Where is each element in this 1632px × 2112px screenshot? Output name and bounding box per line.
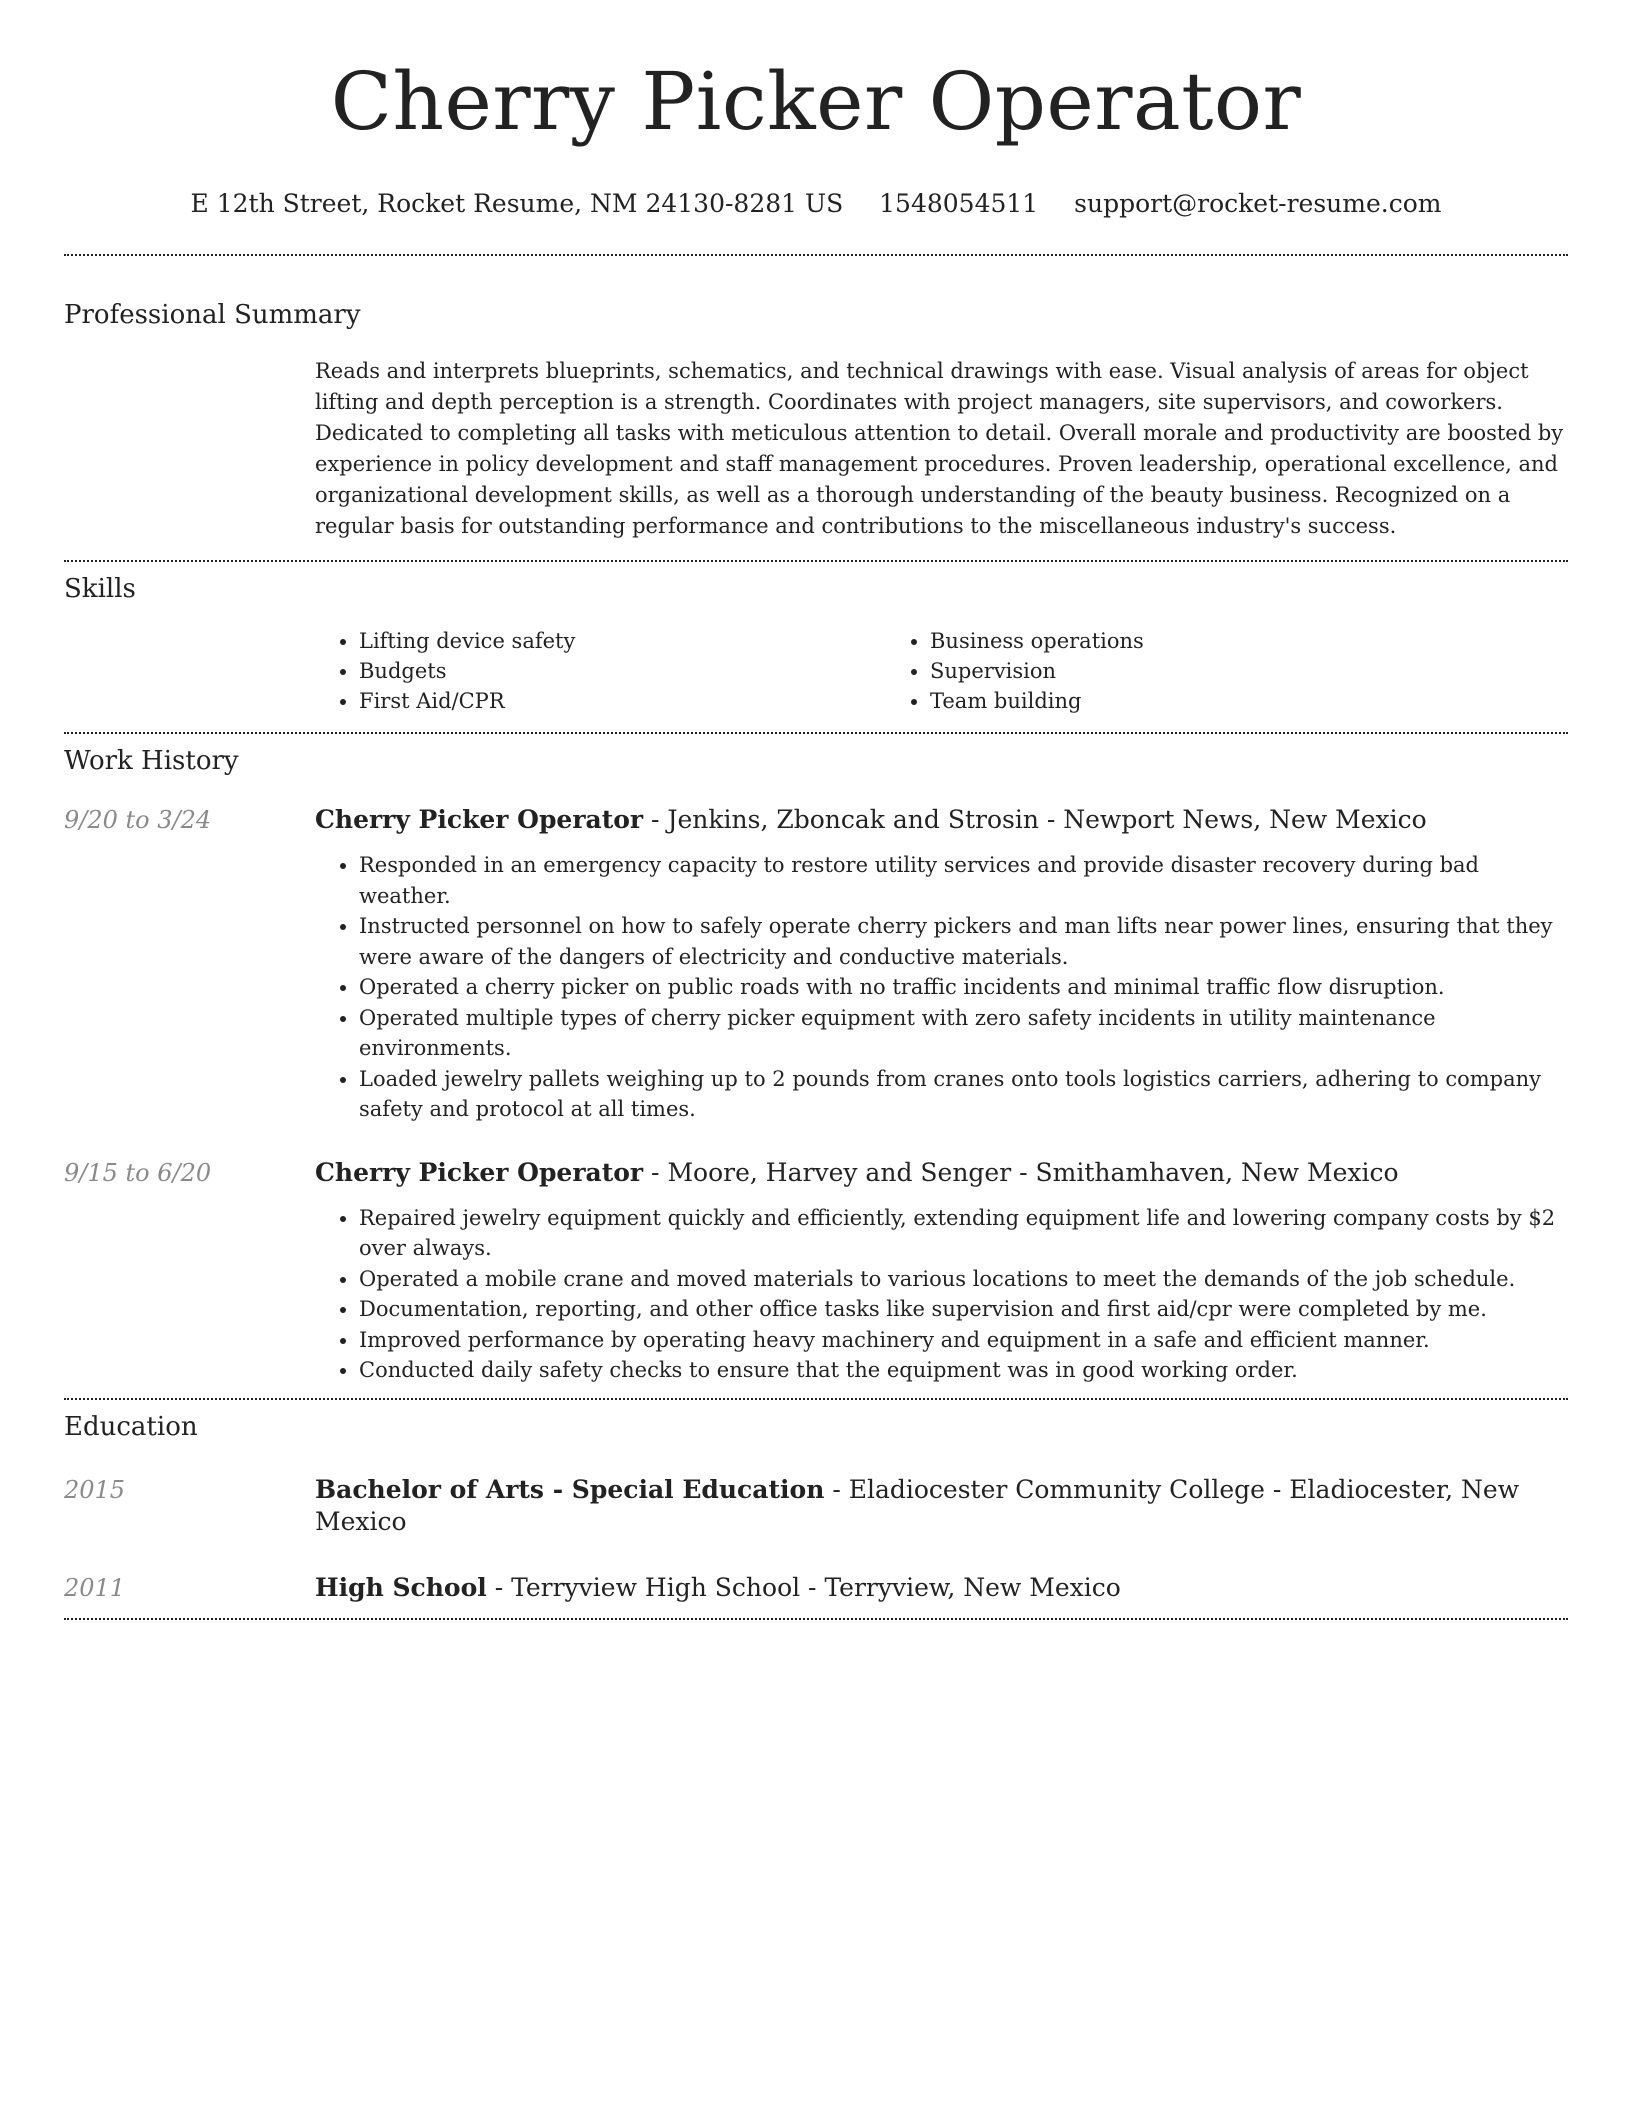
divider: [64, 1618, 1568, 1620]
education-date: 2011: [64, 1573, 126, 1602]
contact-address: E 12th Street, Rocket Resume, NM 24130-8281 US: [190, 189, 844, 218]
divider: [64, 1398, 1568, 1400]
skills-list: [315, 626, 1568, 732]
job-bullet: • Operated a mobile crane and moved materials to various locations to meet the demands of the job schedule.: [359, 1264, 1568, 1295]
job-heading: [315, 1157, 1568, 1189]
contact-phone: 1548054511: [879, 189, 1039, 218]
candidate-name: Cherry Picker Operator: [330, 55, 1302, 148]
education-date: 2015: [64, 1475, 126, 1504]
education-heading: [315, 1572, 1568, 1604]
skill-item: • Lifting device safety: [359, 626, 886, 656]
job-bullet: • Instructed personnel on how to safely operate cherry pickers and man lifts near power lines, ensuring that they were aware of the dangers of electricity and conductive materials.: [359, 911, 1568, 972]
divider: [64, 254, 1568, 256]
job-title: Cherry Picker Operator: [315, 805, 644, 834]
job-bullet: • Documentation, reporting, and other office tasks like supervision and first aid/cpr were completed by me.: [359, 1294, 1568, 1325]
skill-item: • Budgets: [359, 656, 886, 686]
job-bullet: • Improved performance by operating heavy machinery and equipment in a safe and efficient manner.: [359, 1325, 1568, 1356]
education-school: - Terryview High School - Terryview, New Mexico: [486, 1572, 1121, 1602]
job-dates: 9/20 to 3/24: [64, 806, 212, 834]
education-entry: [64, 1572, 1568, 1618]
education-school: - Eladiocester Community College - Eladiocester, New Mexico: [315, 1474, 1520, 1536]
job-dates: 9/15 to 6/20: [64, 1158, 212, 1187]
divider: [64, 560, 1568, 562]
job-entry: [64, 804, 1568, 1125]
education-degree: High School: [315, 1572, 487, 1602]
skills-column-right: [886, 626, 1457, 716]
work-section-title: Work History: [64, 746, 239, 776]
job-bullet: • Responded in an emergency capacity to restore utility services and provide disaster recovery during bad weather.: [359, 850, 1568, 911]
job-bullets: [315, 1203, 1568, 1386]
job-bullets: [315, 850, 1568, 1125]
job-employer: - Moore, Harvey and Senger - Smithamhaven, New Mexico: [643, 1157, 1399, 1187]
contact-line: [64, 188, 1568, 220]
skill-item: • Team building: [930, 686, 1457, 716]
skill-item: • First Aid/CPR: [359, 686, 886, 716]
job-bullet: • Repaired jewelry equipment quickly and efficiently, extending equipment life and lowering company costs by $2 over always.: [359, 1203, 1568, 1264]
job-entry: [64, 1157, 1568, 1398]
job-bullet: • Loaded jewelry pallets weighing up to 2 pounds from cranes onto tools logistics carriers, adhering to company safety and protocol at all times.: [359, 1064, 1568, 1125]
summary-text: Reads and interprets blueprints, schematics, and technical drawings with ease. Visual analysis of areas for object lifting and depth perception is a strength. Coordinates with project managers, site supervisors, and coworkers. Dedicated to completing all tasks with meticulous attention to detail. Overall morale and productivity are boosted by experience in policy development and staff management procedures. Proven leadership, operational excellence, and organizational development skills, as well as a thorough understanding of the beauty business. Recognized on a regular basis for outstanding performance and contributions to the miscellaneous industry's success.: [315, 359, 1564, 538]
summary-section-title: Professional Summary: [64, 300, 361, 330]
education-section-title: Education: [64, 1411, 198, 1442]
job-employer: - Jenkins, Zboncak and Strosin - Newport News, New Mexico: [643, 805, 1427, 834]
skills-column-left: [315, 626, 886, 716]
skill-item: • Business operations: [930, 626, 1457, 656]
contact-email[interactable]: support@rocket-resume.com: [1074, 189, 1442, 218]
job-bullet: • Operated a cherry picker on public roads with no traffic incidents and minimal traffic flow disruption.: [359, 972, 1568, 1003]
job-body: [315, 804, 1568, 1125]
job-bullet: • Operated multiple types of cherry picker equipment with zero safety incidents in utility maintenance environments.: [359, 1003, 1568, 1064]
education-heading: [315, 1474, 1568, 1538]
skills-section-title: Skills: [64, 574, 136, 604]
skill-item: • Supervision: [930, 656, 1457, 686]
job-body: [315, 1157, 1568, 1386]
divider: [64, 732, 1568, 734]
education-entry: [64, 1474, 1568, 1538]
job-heading: [315, 804, 1568, 836]
education-body: [315, 1474, 1568, 1538]
job-bullet: • Conducted daily safety checks to ensure that the equipment was in good working order.: [359, 1355, 1568, 1386]
job-title: Cherry Picker Operator: [315, 1157, 644, 1187]
education-degree: Bachelor of Arts - Special Education: [315, 1474, 825, 1504]
education-body: [315, 1572, 1568, 1604]
